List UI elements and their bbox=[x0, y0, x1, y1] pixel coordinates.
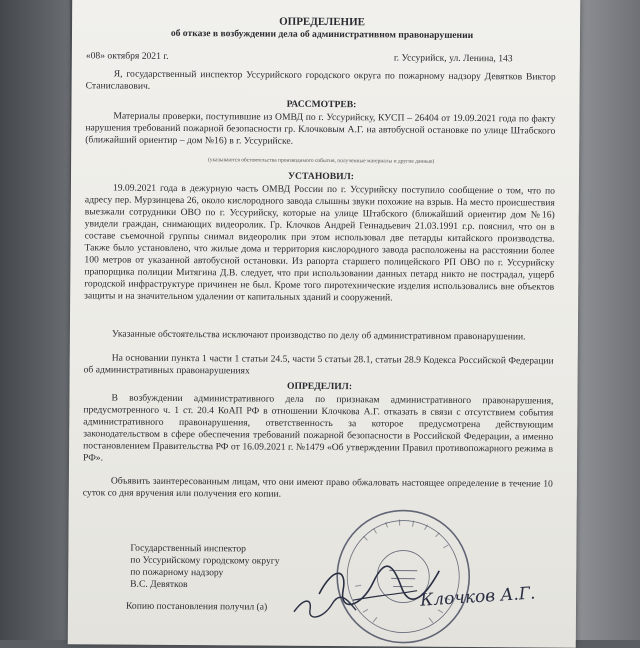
heading-established: УСТАНОВИЛ: bbox=[287, 170, 355, 183]
considered-paragraph: Материалы проверки, поступившие из ОМВД по г. Уссурийску, КУСП – 26404 от 19.09.2021 года по факту нарушения требований пожарной безопасности гр. Клочковым А.Г. на автобусной остановке по улице Штабского (ближайший ориентир – дом №16) в г. Уссурийске. bbox=[85, 110, 556, 147]
document-place: г. Уссурийск, ул. Ленина, 143 bbox=[393, 52, 513, 65]
established-paragraph-3: На основании пункта 1 части 1 статьи 24.5, части 5 статьи 28.1, статьи 28.9 Кодекса Российской Федерации об административных правонарушениях bbox=[83, 352, 554, 377]
heading-determined: ОПРЕДЕЛИЛ: bbox=[286, 380, 353, 393]
signer-name: В.С. Девятков bbox=[130, 578, 188, 591]
document-title: ОПРЕДЕЛЕНИЕ bbox=[279, 15, 366, 29]
determined-paragraph-2: Объявить заинтересованным лицам, что они имеют право обжаловать настоящее определение в течение 10 суток со дня вручения или получения его копии. bbox=[82, 475, 553, 500]
signer-title-line-1: Государственный инспектор bbox=[130, 542, 246, 555]
intro-paragraph: Я, государственный инспектор Уссурийского городского округа по пожарному надзору Девятков Виктор Станиславович. bbox=[85, 68, 556, 92]
recipient-signature bbox=[290, 594, 360, 620]
signer-title-line-2: по Уссурийскому городскому округу bbox=[130, 554, 280, 567]
copy-received-label: Копию постановления получил (а) bbox=[125, 600, 268, 613]
document-sheet bbox=[68, 0, 581, 648]
considered-caption: (указываются обстоятельства производимого события, полученные материалы и другие данные) bbox=[207, 157, 435, 165]
heading-considered: РАССМОТРЕВ: bbox=[286, 98, 357, 111]
document-date: «08» октября 2021 г. bbox=[85, 50, 169, 62]
document-subtitle: об отказе в возбуждении дела об административном правонарушении bbox=[170, 27, 474, 42]
established-paragraph-1: 19.09.2021 года в дежурную часть ОМВД России по г. Уссурийску поступило сообщение о том, что по адресу пер. Мурзинцева 26, около кислородного завода слышны звуки похожие на взрыв. На место происшествия выезжали сотрудники ОВО по г. Уссурийску, которые на улице Штабского (ближайший ориентир дом №16) увидели граждан, снимающих видеоролик. Гр. Клочков Андрей Геннадьевич 21.03.1991 г.р. пояснил, что он в составе съемочной группы снимал видеоролик при этом использовал две петарды китайского производства. Также было установлено, что жилые дома и территория кислородного завода расположены на расстоянии более 100 метров от указанной автобусной остановки. Из рапорта старшего полицейского РП ОВО по г. Уссурийску прапорщика полиции Митягина Д.В. следует, что при использовании данных петард никто не пострадал, ущерб городской инфраструктуре причинен не был. Кроме того пиротехнические изделия использовались вне объектов защиты и на значительном удалении от капитальных зданий и сооружений. bbox=[84, 182, 555, 304]
background-left bbox=[0, 0, 70, 640]
handwritten-recipient-name: Клочков А.Г. bbox=[419, 583, 537, 611]
signer-title-line-3: по пожарному надзору bbox=[130, 566, 224, 579]
background-right bbox=[574, 0, 640, 640]
determined-paragraph-1: В возбуждении административного дела по признакам административного правонарушения, предусмотренного ч. 1 ст. 20.4 КоАП РФ в отношении Клочкова А.Г. отказать в связи с отсутствием события административного правонарушения, ответственность за которое предусмотрена действующим законодательством в сфере обеспечения требований пожарной безопасности в Российской Федерации, а именно постановлением Правительства РФ от 16.09.2021 г. №1479 «Об утверждении Правил противопожарного режима в РФ». bbox=[83, 392, 554, 464]
established-paragraph-2: Указанные обстоятельства исключают производство по делу об административном правонарушении. bbox=[111, 328, 526, 343]
